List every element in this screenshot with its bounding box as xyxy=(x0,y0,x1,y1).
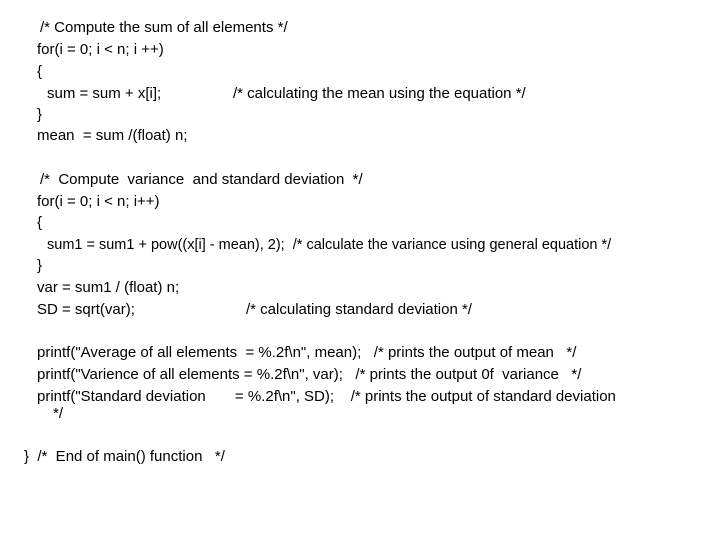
code-line-17: */ xyxy=(53,405,64,422)
code-line-15: printf("Varience of all elements = %.2f\n", var); /* prints the output 0f variance */ xyxy=(37,366,582,383)
code-line-3: { xyxy=(37,63,43,80)
code-line-5: } xyxy=(37,106,43,123)
code-line-18: } /* End of main() function */ xyxy=(24,448,225,465)
code-line-7: /* Compute variance and standard deviation */ xyxy=(40,171,363,188)
code-line-6: mean = sum /(float) n; xyxy=(37,127,188,144)
code-line-16: printf("Standard deviation = %.2f\n", SD); /* prints the output of standard deviation xyxy=(37,388,616,405)
code-line-12: var = sum1 / (float) n; xyxy=(37,279,180,296)
code-line-9: { xyxy=(37,214,43,231)
code-line-11: } xyxy=(37,257,43,274)
code-line-13: SD = sqrt(var); xyxy=(37,301,135,318)
code-line-8: for(i = 0; i < n; i++) xyxy=(37,193,160,210)
code-line-4: sum = sum + x[i]; xyxy=(47,85,162,102)
code-line-1: /* Compute the sum of all elements */ xyxy=(40,19,288,36)
code-line-2: for(i = 0; i < n; i ++) xyxy=(37,41,164,58)
code-line-14: printf("Average of all elements = %.2f\n", mean); /* prints the output of mean */ xyxy=(37,344,577,361)
code-comment-13: /* calculating standard deviation */ xyxy=(246,301,472,318)
code-line-10: sum1 = sum1 + pow((x[i] - mean), 2); /* calculate the variance using general equation */ xyxy=(47,237,612,253)
code-comment-4: /* calculating the mean using the equation */ xyxy=(233,85,526,102)
